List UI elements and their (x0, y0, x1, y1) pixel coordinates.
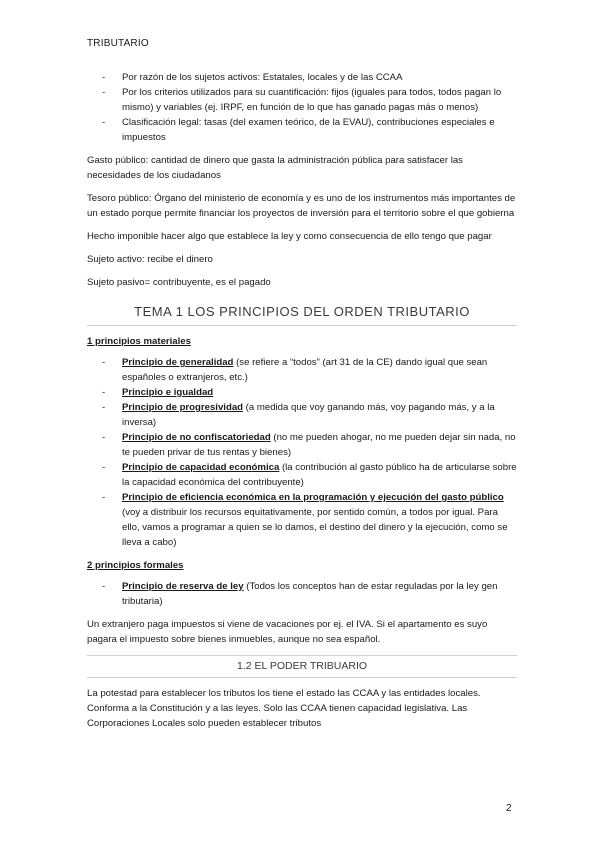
paragraph-hecho-imponible: Hecho imponible hacer algo que establece la ley y como consecuencia de ello tengo que pagar (87, 231, 492, 242)
principle-name: Principio de eficiencia económica en la programación y ejecución del gasto público (122, 492, 504, 503)
principios-formales-list (87, 579, 517, 609)
list-item (87, 385, 517, 400)
paragraph-sujeto-activo: Sujeto activo: recibe el dinero (87, 254, 213, 265)
principle-name: Principio e igualdad (122, 387, 214, 398)
principle-name: Principio de generalidad (122, 357, 234, 368)
list-item (87, 430, 517, 460)
classification-list (87, 70, 517, 145)
principle-name: Principio de no confiscatoriedad (122, 432, 271, 443)
principle-name: Principio de progresividad (122, 402, 244, 413)
page-number: 2 (506, 803, 512, 814)
principle-name: Principio de capacidad económica (122, 462, 280, 473)
principle-description: (a medida que voy ganando más, voy pagando más, y a la inversa) (122, 402, 495, 428)
principios-materiales-list (87, 355, 517, 550)
running-header: TRIBUTARIO (87, 38, 149, 49)
paragraph-tesoro-publico: Tesoro público: Órgano del ministerio de economía y es uno de los instrumentos más importantes de un estado porque permite financiar los proyectos de inversión para el territorio sobre el que gobierna (87, 193, 516, 219)
list-item: - Por razón de los sujetos activos: Estatales, locales y de las CCAA (87, 70, 517, 85)
paragraph-sujeto-pasivo: Sujeto pasivo= contribuyente, es el pagado (87, 277, 271, 288)
principle-description: (voy a distribuir los recursos equitativamente, por sentido común, a todos por igual. Para ello, vamos a programar a quien se lo damos, el destino del dinero y la ejecución, como se lleva a cabo) (122, 507, 508, 548)
list-item (87, 400, 517, 430)
principle-description: (no me pueden ahogar, no me pueden dejar sin nada, no te pueden privar de tus rentas y bienes) (122, 432, 516, 458)
paragraph-potestad: La potestad para establecer los tributos los tiene el estado las CCAA y las entidades locales. Conforma a la Constitución y a las leyes. Solo las CCAA tienen capacidad legislativa. Las Corporaciones Locales solo pueden establecer tributos (87, 688, 481, 729)
heading-tema-1: TEMA 1 LOS PRINCIPIOS DEL ORDEN TRIBUTARIO (87, 304, 517, 326)
list-item: - Por los criterios utilizados para su cuantificación: fijos (iguales para todos, todos pagan lo mismo) y variables (ej. IRPF, en función de lo que has ganado pagas más o menos) (87, 85, 517, 115)
paragraph-extranjero: Un extranjero paga impuestos si viene de vacaciones por ej. el IVA. Si el apartamento es suyo pagara el impuesto sobre bienes inmuebles, aunque no sea español. (87, 619, 488, 645)
principle-name: Principio de reserva de ley (122, 581, 244, 592)
principle-description: (la contribución al gasto público ha de articularse sobre la capacidad económica del contribuyente) (122, 462, 517, 488)
section-title-formales: 2 principios formales (87, 560, 184, 571)
list-item (87, 579, 517, 609)
principle-description: (Todos los conceptos han de estar reguladas por la ley gen tributaria) (122, 581, 498, 607)
section-title-materiales: 1 principios materiales (87, 336, 191, 347)
heading-poder-tributario: 1.2 EL PODER TRIBUARIO (87, 655, 517, 678)
paragraph-gasto-publico: Gasto público: cantidad de dinero que gasta la administración pública para satisfacer las necesidades de los ciudadanos (87, 155, 463, 181)
list-item: - Clasificación legal: tasas (del examen teórico, de la EVAU), contribuciones especiales e impuestos (87, 115, 517, 145)
list-item (87, 490, 517, 550)
list-item (87, 460, 517, 490)
page-content (87, 70, 517, 731)
principle-description: (se refiere a “todos” (art 31 de la CE) dando igual que sean españoles o extranjeros, etc.) (122, 357, 488, 383)
list-item (87, 355, 517, 385)
